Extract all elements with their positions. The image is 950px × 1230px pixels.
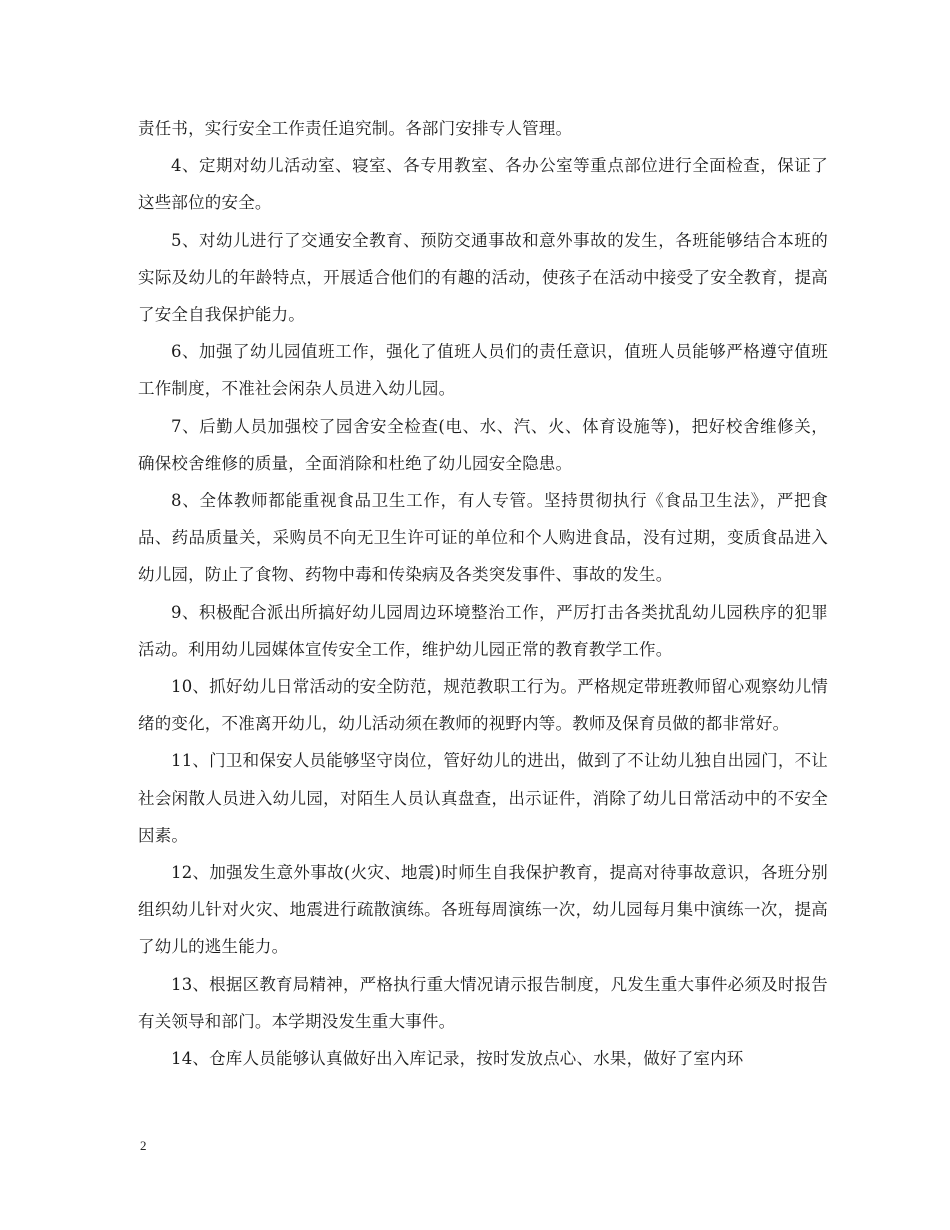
paragraph-9: 12、加强发生意外事故(火灾、地震)时师生自我保护教育，提高对待事故意识，各班分别组织幼儿针对火灾、地震进行疏散演练。各班每周演练一次，幼儿园每月集中演练一次，提高了幼儿的逃生能力。 [138,863,828,957]
page-number: 2 [140,1138,147,1153]
paragraph-0: 责任书，实行安全工作责任追究制。各部门安排专人管理。 [138,119,573,138]
document-body [138,110,828,1077]
paragraph-6: 9、积极配合派出所搞好幼儿园周边环境整治工作，严厉打击各类扰乱幼儿园秩序的犯罪活动。利用幼儿园媒体宣传安全工作，维护幼儿园正常的教育教学工作。 [138,602,828,659]
paragraph-5: 8、全体教师都能重视食品卫生工作，有人专管。坚持贯彻执行《食品卫生法》，严把食品、药品质量关，采购员不向无卫生许可证的单位和个人购进食品，没有过期，变质食品进入幼儿园，防止了食物、药物中毒和传染病及各类突发事件、事故的发生。 [138,491,828,585]
paragraph-3: 6、加强了幼儿园值班工作，强化了值班人员们的责任意识，值班人员能够严格遵守值班工作制度，不准社会闲杂人员进入幼儿园。 [138,342,828,399]
paragraph-8: 11、门卫和保安人员能够坚守岗位，管好幼儿的进出，做到了不让幼儿独自出园门，不让社会闲散人员进入幼儿园，对陌生人员认真盘查，出示证件，消除了幼儿日常活动中的不安全因素。 [138,751,828,845]
paragraph-4: 7、后勤人员加强校了园舍安全检查(电、水、汽、火、体育设施等)，把好校舍维修关，确保校舍维修的质量，全面消除和杜绝了幼儿园安全隐患。 [138,416,828,473]
paragraph-11: 14、仓库人员能够认真做好出入库记录，按时发放点心、水果，做好了室内环 [171,1049,744,1069]
paragraph-2: 5、对幼儿进行了交通安全教育、预防交通事故和意外事故的发生，各班能够结合本班的实际及幼儿的年龄特点，开展适合他们的有趣的活动，使孩子在活动中接受了安全教育，提高了安全自我保护能力。 [138,230,828,325]
paragraph-7: 10、抓好幼儿日常活动的安全防范，规范教职工行为。严格规定带班教师留心观察幼儿情绪的变化，不准离开幼儿，幼儿活动须在教师的视野内等。教师及保育员做的都非常好。 [138,677,828,734]
paragraph-1: 4、定期对幼儿活动室、寝室、各专用教室、各办公室等重点部位进行全面检查，保证了这些部位的安全。 [138,156,828,213]
paragraph-10: 13、根据区教育局精神，严格执行重大情况请示报告制度，凡发生重大事件必须及时报告有关领导和部门。本学期没发生重大事件。 [138,974,828,1031]
